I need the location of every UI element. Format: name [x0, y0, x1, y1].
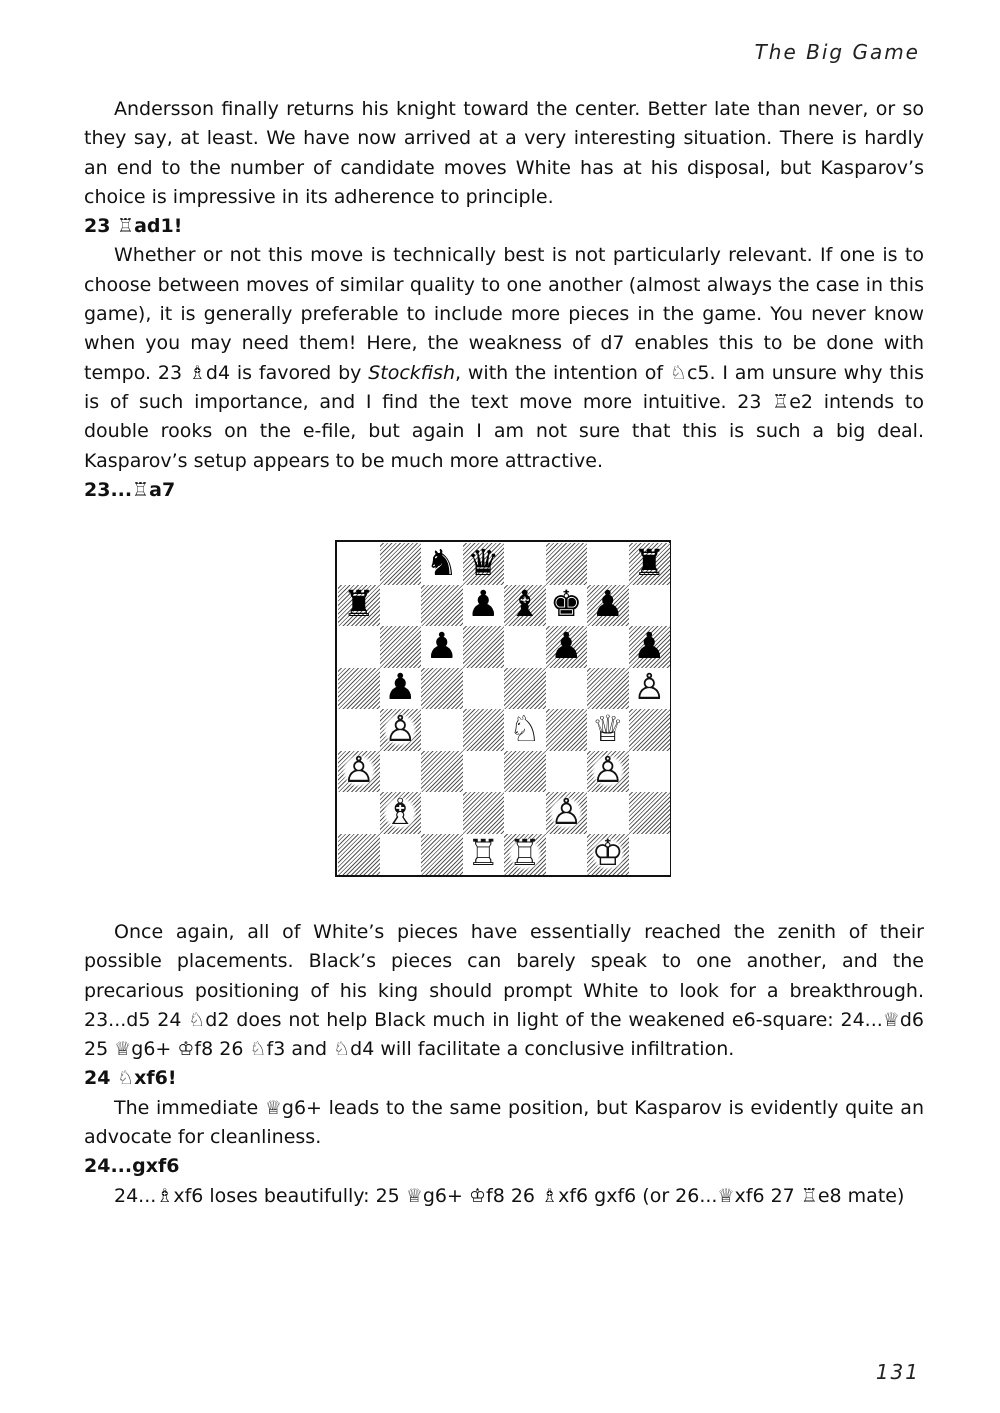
white-rook-icon: ♖: [467, 833, 500, 875]
text-run: , with the intention of: [455, 361, 670, 384]
square-d2: [463, 792, 505, 834]
square-a1: [338, 834, 380, 876]
black-knight-icon: ♞: [425, 542, 458, 584]
square-g7: [587, 585, 629, 627]
square-a6: [338, 626, 380, 668]
square-c6: [421, 626, 463, 668]
black-bishop-icon: ♝: [508, 584, 541, 626]
text-run: d4 is favored by: [205, 361, 369, 384]
text-run: f3 and: [266, 1038, 334, 1061]
move-heading: [84, 476, 924, 505]
square-f2: [546, 792, 588, 834]
square-e1: [504, 834, 546, 876]
move-text: a7: [149, 478, 176, 501]
white-knight-icon: ♘: [508, 708, 541, 750]
square-f5: [546, 668, 588, 710]
paragraph: [84, 1182, 924, 1211]
square-g2: [587, 792, 629, 834]
knight-icon: ♘: [188, 1008, 206, 1031]
knight-icon: ♘: [117, 1067, 135, 1090]
white-bishop-icon: ♗: [384, 791, 417, 833]
square-a3: [338, 751, 380, 793]
square-h5: [629, 668, 671, 710]
square-d8: [463, 543, 505, 585]
square-d4: [463, 709, 505, 751]
white-pawn-icon: ♙: [591, 750, 624, 792]
square-b2: [380, 792, 422, 834]
white-pawn-icon: ♙: [550, 791, 583, 833]
square-h3: [629, 751, 671, 793]
black-queen-icon: ♛: [467, 542, 500, 584]
square-a7: [338, 585, 380, 627]
text-run: e8 mate): [817, 1184, 905, 1207]
black-rook-icon: ♜: [633, 542, 666, 584]
page-number: 131: [875, 1360, 920, 1384]
move-heading: [84, 1152, 924, 1181]
text-run: xf6 27: [734, 1184, 801, 1207]
square-h1: [629, 834, 671, 876]
text-run: Andersson finally returns his knight toward the center. Better late than never, or so they say, at least. We have now arrived at a very interesting situation. There is hardly an end to the number of candidate moves White has at his disposal, but Kasparov’s choice is impressive in its adherence to principle.: [84, 98, 924, 208]
bishop-icon: ♗: [156, 1184, 174, 1207]
black-pawn-icon: ♟: [425, 625, 458, 667]
queen-icon: ♕: [114, 1038, 132, 1061]
square-f1: [546, 834, 588, 876]
rook-icon: ♖: [800, 1184, 818, 1207]
square-c5: [421, 668, 463, 710]
square-a2: [338, 792, 380, 834]
queen-icon: ♕: [264, 1096, 282, 1119]
square-g6: [587, 626, 629, 668]
move-text: ad1!: [134, 215, 183, 238]
square-e3: [504, 751, 546, 793]
square-b1: [380, 834, 422, 876]
square-d3: [463, 751, 505, 793]
white-rook-icon: ♖: [508, 833, 541, 875]
text-run: xf6 loses beautifully: 25: [173, 1184, 406, 1207]
square-f7: [546, 585, 588, 627]
square-g4: [587, 709, 629, 751]
black-pawn-icon: ♟: [591, 584, 624, 626]
bishop-icon: ♗: [188, 361, 206, 384]
square-g5: [587, 668, 629, 710]
square-g3: [587, 751, 629, 793]
square-c8: [421, 543, 463, 585]
move-heading: [84, 212, 924, 241]
queen-icon: ♕: [717, 1184, 735, 1207]
black-king-icon: ♚: [550, 584, 583, 626]
text-run: g6+: [422, 1184, 469, 1207]
king-icon: ♔: [468, 1184, 487, 1207]
text-run: g6+ leads to the same position, but Kasparov is evidently quite an advocate for cleanliness.: [84, 1096, 924, 1149]
black-pawn-icon: ♟: [633, 625, 666, 667]
text-run: d4 will facilitate a conclusive infiltration.: [350, 1038, 735, 1061]
text-run: c5. I am unsure why this is of such importance, and I find the text move more intuitive. 23: [84, 361, 924, 413]
white-pawn-icon: ♙: [633, 667, 666, 709]
square-b5: [380, 668, 422, 710]
square-c1: [421, 834, 463, 876]
chess-board-diagram: [335, 540, 671, 877]
square-e6: [504, 626, 546, 668]
black-pawn-icon: ♟: [384, 667, 417, 709]
text-run: Once again, all of White’s pieces have essentially reached the zenith of their possible placements. Black’s pieces can barely speak to one another, and the precarious positioning of his king should prompt White to look for a breakthrough. 23...d5 24: [84, 921, 924, 1031]
bishop-icon: ♗: [541, 1184, 559, 1207]
square-f6: [546, 626, 588, 668]
rook-icon: ♖: [132, 478, 150, 501]
board-grid: [338, 543, 670, 875]
text-run: d2 does not help Black much in light of the weakened e6-square: 24...: [205, 1008, 883, 1031]
square-f3: [546, 751, 588, 793]
square-b6: [380, 626, 422, 668]
text-run: f8 26: [486, 1184, 542, 1207]
text-run: e2 intends to double rooks on the e-file, but again I am not sure that this is such a big deal. Kasparov’s setup appears to be much more attractive.: [84, 390, 924, 472]
square-h6: [629, 626, 671, 668]
paragraph: [84, 241, 924, 475]
square-c4: [421, 709, 463, 751]
square-d6: [463, 626, 505, 668]
move-text: 24...gxf6: [84, 1155, 180, 1178]
text-run: f8 26: [194, 1038, 250, 1061]
king-icon: ♔: [177, 1038, 195, 1061]
black-rook-icon: ♜: [342, 584, 375, 626]
text-run: Whether or not this move is technically best is not particularly relevant. If one is to choose between moves of similar quality to one another (almost always the case in this game), it is generally preferable to include more pieces in the game. You never know when you may need them! Here, the weakness of d7 enables this to be done with tempo. 23: [84, 244, 924, 384]
rook-icon: ♖: [772, 390, 790, 413]
square-b8: [380, 543, 422, 585]
text-run: The immediate: [114, 1096, 265, 1119]
square-h4: [629, 709, 671, 751]
square-a8: [338, 543, 380, 585]
square-c3: [421, 751, 463, 793]
square-e5: [504, 668, 546, 710]
paragraph: [84, 918, 924, 1064]
square-h2: [629, 792, 671, 834]
square-b7: [380, 585, 422, 627]
square-a4: [338, 709, 380, 751]
engine-name: Stockfish: [368, 361, 456, 384]
square-g1: [587, 834, 629, 876]
square-d1: [463, 834, 505, 876]
square-c7: [421, 585, 463, 627]
white-king-icon: ♔: [591, 833, 624, 875]
square-b4: [380, 709, 422, 751]
white-pawn-icon: ♙: [342, 750, 375, 792]
square-b3: [380, 751, 422, 793]
square-h8: [629, 543, 671, 585]
running-head: The Big Game: [754, 40, 920, 64]
text-block-bottom: [84, 918, 924, 1211]
square-f4: [546, 709, 588, 751]
rook-icon: ♖: [117, 215, 135, 238]
text-run: 24...: [114, 1184, 157, 1207]
square-e2: [504, 792, 546, 834]
white-queen-icon: ♕: [591, 708, 624, 750]
paragraph: [84, 95, 924, 212]
paragraph: [84, 1094, 924, 1153]
knight-icon: ♘: [669, 361, 687, 384]
move-number: 23: [84, 215, 118, 238]
square-h7: [629, 585, 671, 627]
square-c2: [421, 792, 463, 834]
square-e4: [504, 709, 546, 751]
text-block-top: [84, 95, 924, 505]
text-run: g6+: [131, 1038, 178, 1061]
queen-icon: ♕: [882, 1008, 900, 1031]
knight-icon: ♘: [249, 1038, 267, 1061]
white-pawn-icon: ♙: [384, 708, 417, 750]
move-number: 24: [84, 1067, 118, 1090]
square-d7: [463, 585, 505, 627]
square-f8: [546, 543, 588, 585]
square-d5: [463, 668, 505, 710]
square-g8: [587, 543, 629, 585]
black-pawn-icon: ♟: [467, 584, 500, 626]
black-pawn-icon: ♟: [550, 625, 583, 667]
square-e7: [504, 585, 546, 627]
move-number: 23...: [84, 478, 133, 501]
text-run: xf6 gxf6 (or 26...: [558, 1184, 718, 1207]
square-e8: [504, 543, 546, 585]
square-a5: [338, 668, 380, 710]
move-text: xf6!: [134, 1067, 177, 1090]
text-run: d6 25: [84, 1008, 924, 1061]
queen-icon: ♕: [405, 1184, 423, 1207]
move-heading: [84, 1064, 924, 1093]
knight-icon: ♘: [333, 1038, 351, 1061]
